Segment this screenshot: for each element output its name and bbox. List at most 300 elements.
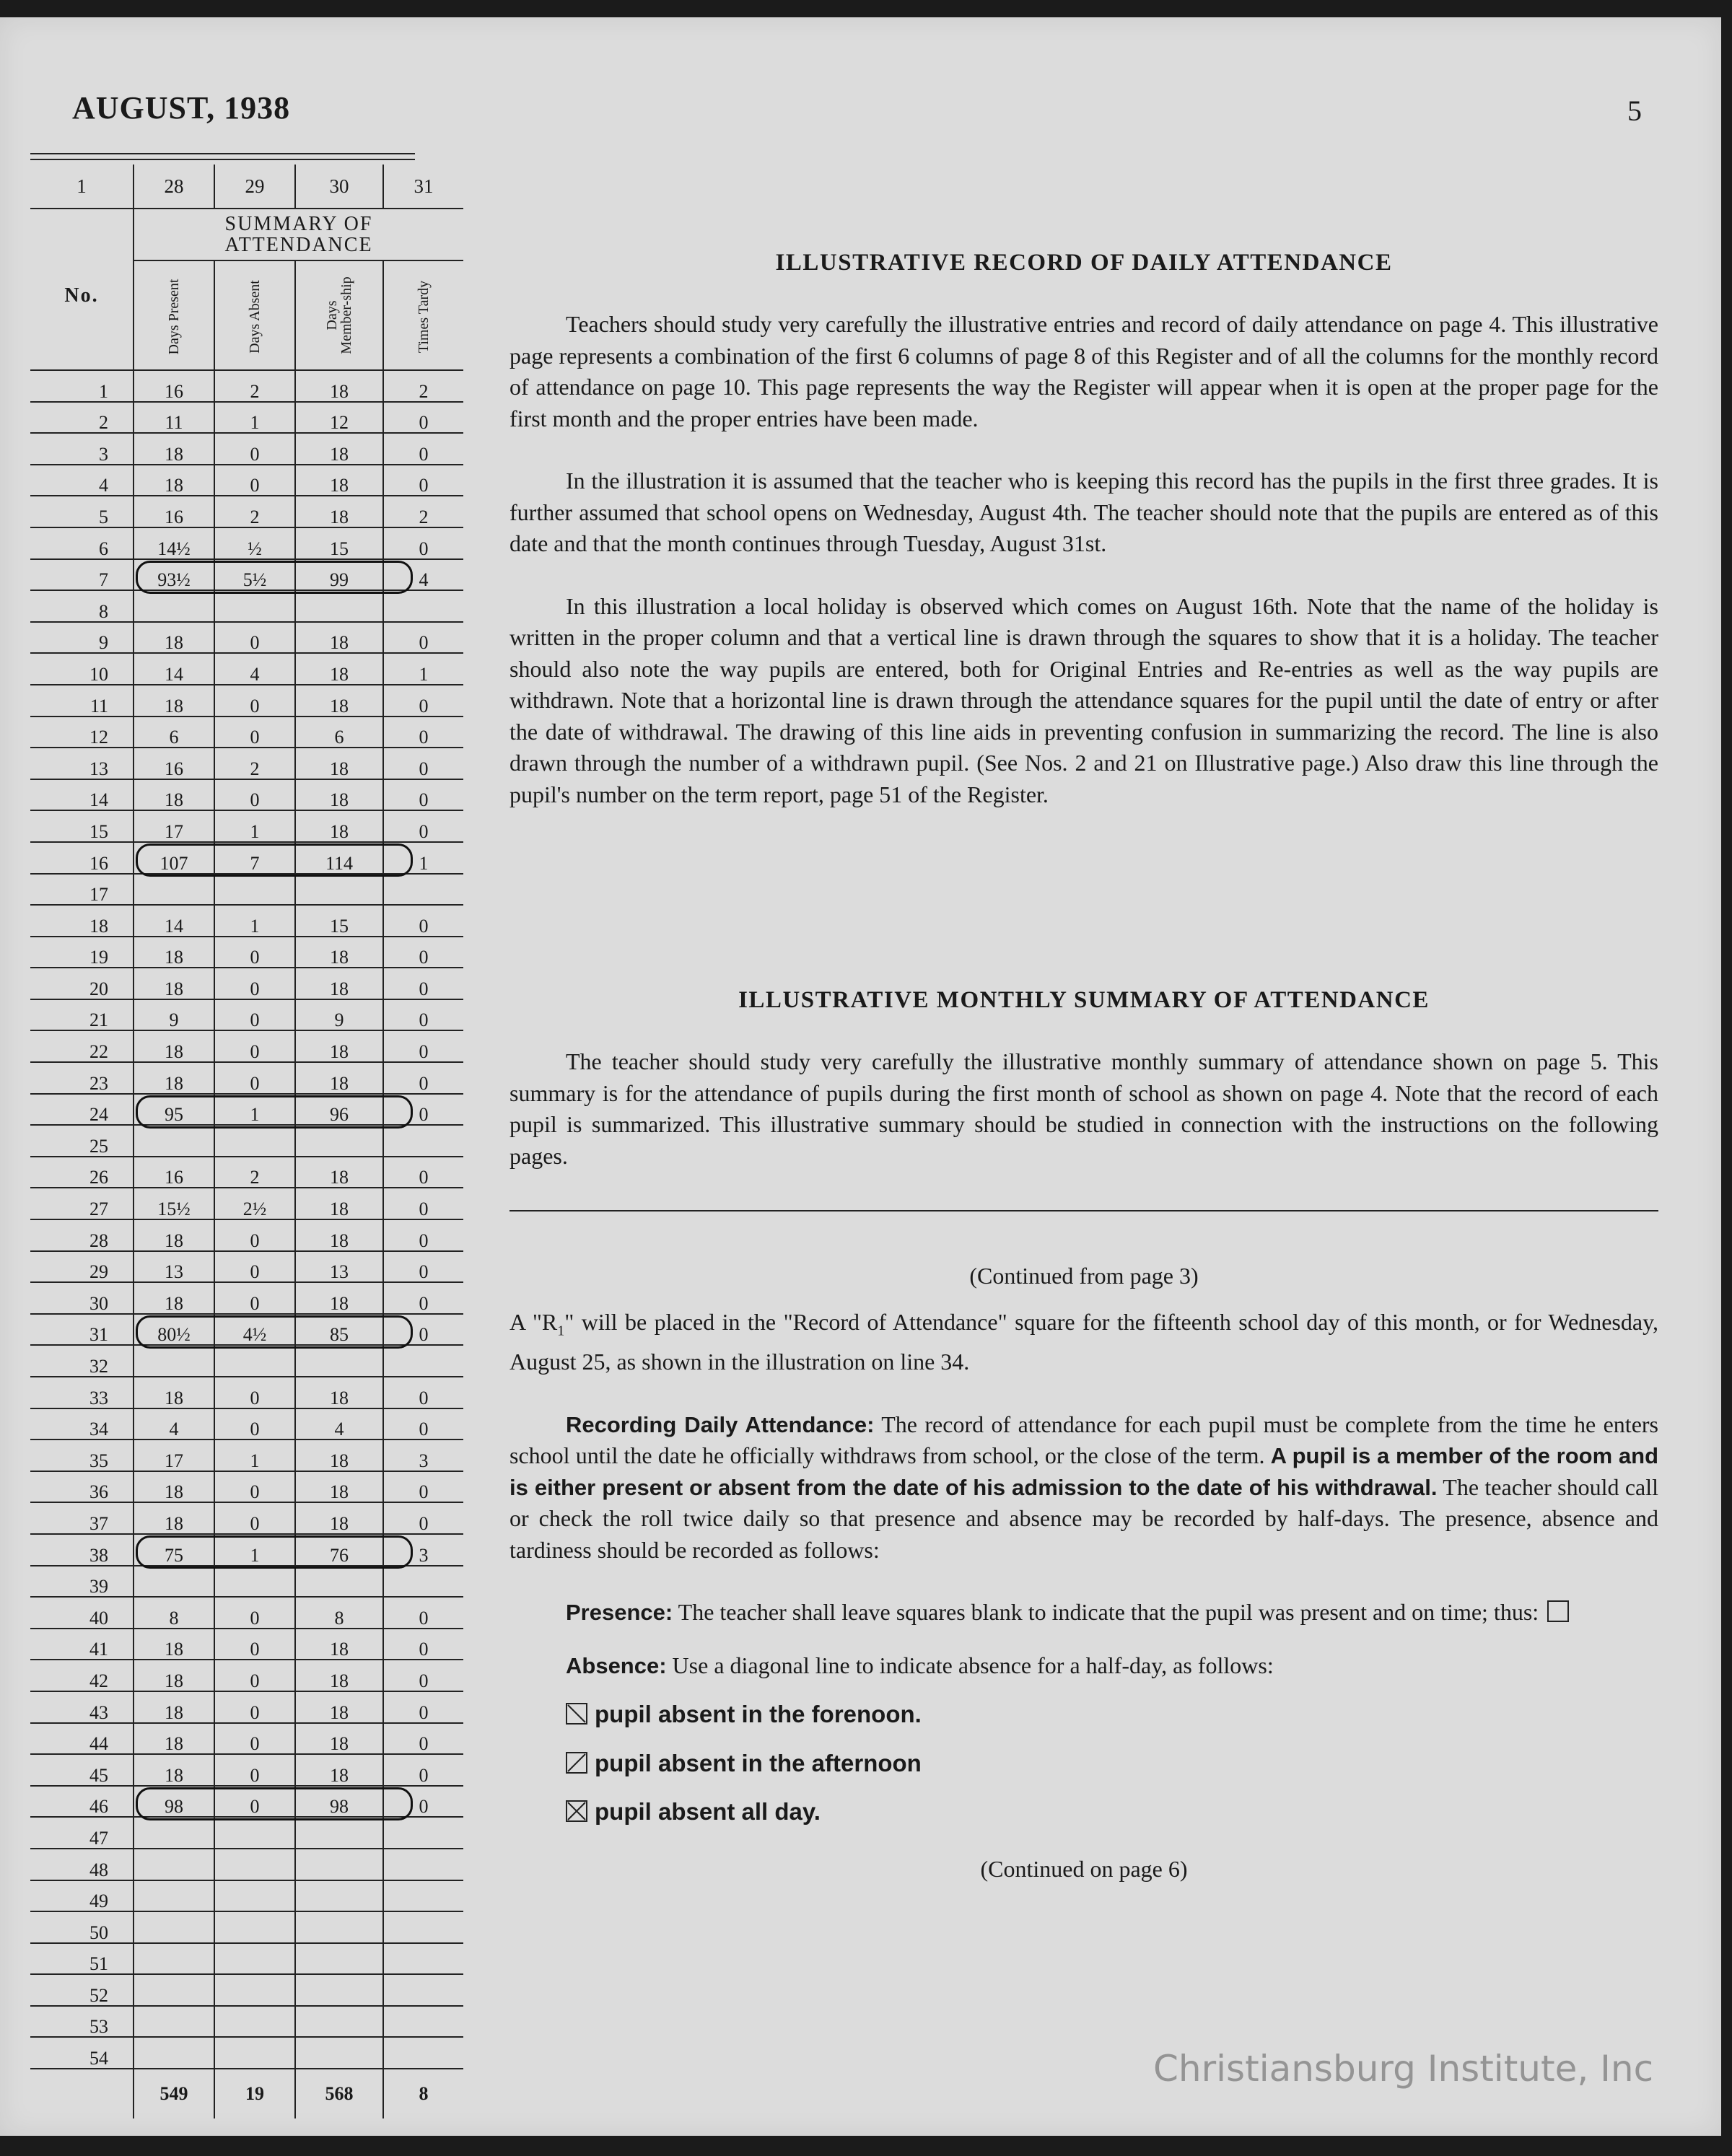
paragraph-4: The teacher should study very carefully the illustrative monthly summary of attendance shown on page 5. This summary is for the attendance of pupils during the first month of school as shown on page 4. Note that the record of each pupil is summarized. This illustrative summary should be studied in connection with the instructions on the following pages. [509,1048,1658,1169]
presence-paragraph [509,1597,1658,1629]
row-number: 40 [30,1597,134,1629]
cell-membership: 15 [295,527,383,559]
table-row [30,1125,463,1157]
table-row [30,1786,463,1818]
cell-membership: 9 [295,999,383,1031]
table-row [30,496,463,527]
continued-from-note: (Continued from page 3) [969,1263,1199,1289]
cell-membership: 8 [295,1597,383,1629]
register-page [0,17,1721,2136]
cell-tardy: 0 [383,1062,463,1094]
cell-absent: 0 [214,717,295,748]
row-number: 42 [30,1660,134,1691]
cell-absent: 0 [214,968,295,999]
cell-tardy: 1 [383,653,463,685]
cell-absent: 0 [214,1723,295,1755]
cell-absent: 0 [214,1377,295,1408]
table-row [30,1817,463,1849]
cell-present: 18 [134,1723,214,1755]
cell-tardy: 0 [383,402,463,434]
cell-absent: 0 [214,1754,295,1786]
absence-paragraph [509,1650,1658,1682]
cell-present: 18 [134,968,214,999]
cell-absent: 1 [214,905,295,937]
cell-present [134,2006,214,2038]
cell-absent: 0 [214,1219,295,1251]
cell-present: 18 [134,1377,214,1408]
row-number: 22 [30,1030,134,1062]
cell-membership: 18 [295,1471,383,1503]
cell-tardy [383,1345,463,1377]
total-absent: 19 [214,2069,295,2118]
row-number: 36 [30,1471,134,1503]
cell-tardy: 1 [383,842,463,874]
row-number: 12 [30,717,134,748]
cell-present [134,2037,214,2069]
cell-present [134,1566,214,1598]
heading-monthly-summary: ILLUSTRATIVE MONTHLY SUMMARY OF ATTENDANCE [738,987,1430,1013]
table-row [30,1157,463,1188]
col-days-present-label: Days Present [166,279,182,355]
table-row [30,433,463,465]
cell-tardy [383,874,463,906]
cell-present: 18 [134,1754,214,1786]
cell-absent: 0 [214,1597,295,1629]
cell-tardy: 0 [383,1219,463,1251]
cell-membership: 18 [295,1219,383,1251]
cell-present: 18 [134,465,214,496]
cell-membership: 18 [295,1691,383,1723]
cell-present: 95 [134,1094,214,1126]
cell-tardy [383,1125,463,1157]
row-number: 41 [30,1629,134,1660]
row-number: 14 [30,779,134,811]
row-number: 49 [30,1880,134,1912]
cell-membership: 18 [295,622,383,654]
cell-absent: 0 [214,937,295,968]
table-row [30,1880,463,1912]
table-row [30,1282,463,1314]
cell-absent: 0 [214,685,295,717]
summary-title [134,209,463,260]
cell-tardy: 0 [383,1408,463,1440]
date-cell: 1 [30,165,134,209]
table-row [30,1943,463,1975]
row-number: 18 [30,905,134,937]
p5-part-b: " will be placed in the "Record of Attendance" square for the fifteenth school day of this month, or for Wednesday, August 25, as shown in the illustration on line 34. [509,1308,1658,1375]
cell-tardy: 0 [383,717,463,748]
cell-absent: 4 [214,653,295,685]
cell-tardy: 0 [383,527,463,559]
p5-subscript: 1 [557,1322,565,1338]
row-number: 15 [30,810,134,842]
cell-membership: 18 [295,748,383,779]
cell-membership: 18 [295,1502,383,1534]
cell-tardy: 0 [383,1754,463,1786]
cell-membership [295,1566,383,1598]
row-number: 53 [30,2006,134,2038]
row-number: 37 [30,1502,134,1534]
cell-tardy: 0 [383,1691,463,1723]
cell-present: 16 [134,496,214,527]
cell-tardy: 0 [383,1377,463,1408]
cell-absent [214,1974,295,2006]
row-number: 16 [30,842,134,874]
row-number: 23 [30,1062,134,1094]
cell-tardy: 3 [383,1439,463,1471]
cell-tardy [383,1880,463,1912]
cell-absent: 0 [214,1786,295,1818]
table-row [30,874,463,906]
cell-membership [295,1974,383,2006]
cell-membership: 18 [295,1723,383,1755]
cell-absent: 2 [214,496,295,527]
table-row [30,590,463,622]
cell-absent: ½ [214,527,295,559]
cell-present [134,1817,214,1849]
cell-absent: 0 [214,1660,295,1691]
cell-absent: 0 [214,1251,295,1283]
total-membership: 568 [295,2069,383,2118]
total-present: 549 [134,2069,214,2118]
afternoon-slash-icon [566,1752,587,1774]
cell-tardy: 4 [383,559,463,591]
cell-present [134,1880,214,1912]
cell-absent: 2½ [214,1188,295,1219]
row-number: 30 [30,1282,134,1314]
table-row [30,1502,463,1534]
cell-tardy: 0 [383,1471,463,1503]
cell-membership: 114 [295,842,383,874]
absence-text: Use a diagonal line to indicate absence for a half-day, as follows: [666,1652,1274,1678]
row-number: 2 [30,402,134,434]
col-days-present [134,260,214,370]
table-row [30,748,463,779]
cell-membership: 18 [295,968,383,999]
row-number: 7 [30,559,134,591]
cell-present: 18 [134,1629,214,1660]
col-times-tardy-label: Times Tardy [416,280,432,354]
cell-present: 18 [134,937,214,968]
table-row [30,1030,463,1062]
cell-absent [214,590,295,622]
row-number: 45 [30,1754,134,1786]
cell-tardy [383,1817,463,1849]
absence-afternoon-line [509,1748,1658,1779]
cell-present: 18 [134,1062,214,1094]
section-daily-attendance [509,309,1658,810]
cell-membership [295,1125,383,1157]
cell-tardy [383,2037,463,2069]
cell-membership: 18 [295,937,383,968]
cell-present: 18 [134,1660,214,1691]
row-number: 3 [30,433,134,465]
cell-membership: 18 [295,433,383,465]
cell-absent: 1 [214,810,295,842]
cell-absent: 1 [214,1534,295,1566]
p5-part-a: A "R [509,1308,558,1335]
section-continued [509,1261,1658,1885]
cell-present: 17 [134,810,214,842]
summary-title-text: SUMMARY OF ATTENDANCE [224,212,373,256]
cell-absent [214,1880,295,1912]
cell-present: 93½ [134,559,214,591]
table-row [30,1597,463,1629]
row-number: 54 [30,2037,134,2069]
table-top-rule [30,153,415,154]
cell-present: 75 [134,1534,214,1566]
cell-membership: 76 [295,1534,383,1566]
cell-absent: 0 [214,1282,295,1314]
table-row [30,2006,463,2038]
cell-absent [214,1566,295,1598]
table-row [30,1439,463,1471]
cell-membership: 15 [295,905,383,937]
cell-tardy: 0 [383,1157,463,1188]
cell-absent: 0 [214,1408,295,1440]
table-row [30,1660,463,1691]
row-number: 46 [30,1786,134,1818]
row-number: 28 [30,1219,134,1251]
cell-absent: 1 [214,1094,295,1126]
cell-present: 107 [134,842,214,874]
row-number: 31 [30,1314,134,1346]
cell-present: 18 [134,1030,214,1062]
cell-tardy: 0 [383,1094,463,1126]
cell-membership: 12 [295,402,383,434]
table-row [30,1911,463,1943]
cell-tardy: 0 [383,905,463,937]
cell-present [134,1849,214,1880]
table-row [30,905,463,937]
table-row [30,527,463,559]
table-row [30,1849,463,1880]
cell-present: 18 [134,779,214,811]
cell-membership: 18 [295,1030,383,1062]
cell-tardy: 0 [383,968,463,999]
heading-daily-attendance: ILLUSTRATIVE RECORD OF DAILY ATTENDANCE [775,250,1393,276]
absence-afternoon-text: pupil absent in the afternoon [595,1749,922,1776]
cell-tardy: 0 [383,1786,463,1818]
cell-absent: 5½ [214,559,295,591]
cell-present: 11 [134,402,214,434]
cell-absent [214,1849,295,1880]
paragraph-5 [509,1307,1658,1378]
cell-membership [295,1943,383,1975]
cell-absent: 0 [214,433,295,465]
absence-label: Absence: [566,1652,667,1678]
absence-allday-line [509,1796,1658,1828]
col-days-absent-label: Days Absent [247,280,263,354]
page-number: 5 [1627,95,1642,127]
table-row [30,685,463,717]
cell-absent: 0 [214,1691,295,1723]
continued-on-note: (Continued on page 6) [980,1855,1188,1882]
row-number: 26 [30,1157,134,1188]
cell-membership: 18 [295,1188,383,1219]
cell-tardy: 3 [383,1534,463,1566]
cell-present: 4 [134,1408,214,1440]
cell-present: 16 [134,748,214,779]
summary-title-row [30,209,463,260]
cell-tardy [383,1566,463,1598]
cell-absent: 0 [214,1062,295,1094]
cell-absent [214,1125,295,1157]
cell-absent: 0 [214,1030,295,1062]
row-number: 1 [30,370,134,402]
row-number: 27 [30,1188,134,1219]
cell-tardy: 2 [383,496,463,527]
cell-membership: 18 [295,1754,383,1786]
cell-present [134,1125,214,1157]
number-column-label: No. [30,209,134,370]
cell-membership: 18 [295,1282,383,1314]
row-number: 25 [30,1125,134,1157]
cell-membership [295,1880,383,1912]
col-days-absent [214,260,295,370]
row-number: 21 [30,999,134,1031]
recording-text: The record of attendance for each pupil must be complete from the time he enters school until the date he officially withdraws from school, or the close of the term. [509,1411,1659,1469]
table-row [30,1345,463,1377]
row-number: 34 [30,1408,134,1440]
cell-membership: 18 [295,1439,383,1471]
table-row [30,1566,463,1598]
table-row [30,1408,463,1440]
cell-present: 18 [134,685,214,717]
cell-membership: 18 [295,465,383,496]
cell-membership [295,1911,383,1943]
table-row [30,1377,463,1408]
cell-present: 14 [134,653,214,685]
row-number: 32 [30,1345,134,1377]
cell-membership: 85 [295,1314,383,1346]
cell-present [134,1943,214,1975]
table-row [30,937,463,968]
row-number: 17 [30,874,134,906]
cell-tardy: 0 [383,685,463,717]
date-cell: 29 [214,165,295,209]
cell-membership: 18 [295,1377,383,1408]
absence-allday-text: pupil absent all day. [595,1798,821,1826]
table-top-rule-2 [30,159,415,160]
cell-present: 17 [134,1439,214,1471]
cell-membership: 18 [295,496,383,527]
cell-membership: 18 [295,1157,383,1188]
date-cell: 31 [383,165,463,209]
cell-present: 14½ [134,527,214,559]
table-row [30,810,463,842]
row-number: 51 [30,1943,134,1975]
cell-tardy: 0 [383,748,463,779]
cell-tardy: 2 [383,370,463,402]
row-number: 11 [30,685,134,717]
cell-tardy: 0 [383,1629,463,1660]
table-row [30,2037,463,2069]
cell-membership: 18 [295,1062,383,1094]
cell-membership: 18 [295,810,383,842]
row-number: 19 [30,937,134,968]
totals-blank [30,2069,134,2118]
cell-tardy: 0 [383,433,463,465]
cell-absent [214,1345,295,1377]
paragraph-1: Teachers should study very carefully the illustrative entries and record of daily attendance on page 4. This illustrative page represents a combination of the first 6 columns of page 8 of this Register and of all the columns for the monthly record of attendance on page 10. This page represents the way the Register will appear when it is open at the proper page for the first month and the proper entries have been made. [509,311,1658,431]
row-number: 10 [30,653,134,685]
cell-present: 16 [134,1157,214,1188]
cell-tardy: 0 [383,465,463,496]
cell-absent [214,2006,295,2038]
cell-absent: 1 [214,1439,295,1471]
cell-absent: 0 [214,1471,295,1503]
row-number: 43 [30,1691,134,1723]
cell-membership: 4 [295,1408,383,1440]
table-row [30,1629,463,1660]
table-row [30,559,463,591]
cell-tardy: 0 [383,1660,463,1691]
cell-present: 18 [134,1219,214,1251]
table-row [30,1471,463,1503]
row-number: 20 [30,968,134,999]
cell-present: 18 [134,433,214,465]
row-number: 33 [30,1377,134,1408]
cell-present: 98 [134,1786,214,1818]
date-cell: 30 [295,165,383,209]
cell-absent: 2 [214,1157,295,1188]
section-divider [509,1210,1658,1211]
table-row [30,1974,463,2006]
cell-tardy: 0 [383,810,463,842]
cell-tardy: 0 [383,937,463,968]
recording-tail: The teacher should call or check the roll twice daily so that presence and absence may be recorded by half-days. The presence, absence and tardiness should be recorded as follows: [509,1473,1658,1563]
cell-tardy: 0 [383,1502,463,1534]
absence-forenoon-line [509,1699,1658,1730]
cell-membership [295,2006,383,2038]
table-row [30,779,463,811]
cell-membership: 13 [295,1251,383,1283]
cell-present: 8 [134,1597,214,1629]
cell-present: 80½ [134,1314,214,1346]
table-row [30,1094,463,1126]
allday-cross-icon [566,1800,587,1822]
cell-membership [295,1817,383,1849]
table-row [30,1754,463,1786]
absence-forenoon-text: pupil absent in the forenoon. [595,1701,922,1728]
row-number: 44 [30,1723,134,1755]
cell-absent: 0 [214,779,295,811]
paragraph-6 [509,1409,1658,1566]
cell-absent [214,1817,295,1849]
cell-present: 18 [134,1691,214,1723]
row-number: 47 [30,1817,134,1849]
table-row [30,370,463,402]
cell-absent: 0 [214,622,295,654]
total-tardy: 8 [419,2083,429,2105]
cell-membership [295,590,383,622]
cell-absent: 0 [214,999,295,1031]
cell-tardy [383,1849,463,1880]
cell-present [134,590,214,622]
recording-label: Recording Daily Attendance: [566,1411,875,1437]
page-header-month: AUGUST, 1938 [72,90,291,126]
cell-absent [214,2037,295,2069]
cell-absent [214,1943,295,1975]
table-row [30,653,463,685]
table-row [30,1251,463,1283]
cell-tardy: 0 [383,1723,463,1755]
table-row [30,1219,463,1251]
cell-absent: 7 [214,842,295,874]
cell-membership: 6 [295,717,383,748]
cell-absent: 4½ [214,1314,295,1346]
